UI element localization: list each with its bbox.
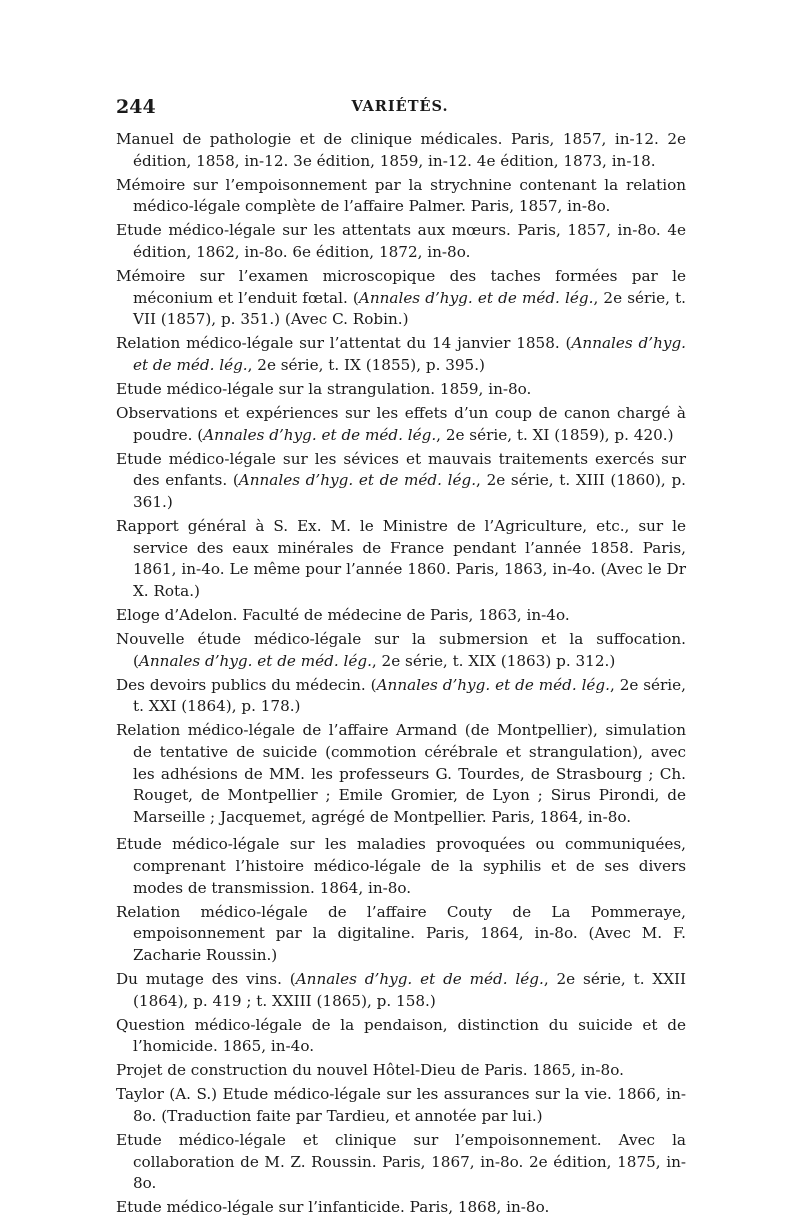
bibliography-entry bbox=[116, 1084, 686, 1127]
journal-title: Annales d’hyg. et de méd. lég. bbox=[358, 288, 594, 307]
journal-title: Annales d’hyg. et de méd. lég. bbox=[295, 969, 544, 988]
bibliography-entry bbox=[116, 379, 686, 401]
bibliography-entry bbox=[116, 129, 686, 172]
entry-text: Etude médico-légale et clinique sur l’empoisonnement. Avec la collaboration de M. Z. Roussin. Paris, 1867, in-8o. 2e édition, 1875, in-8o. bbox=[116, 1131, 686, 1193]
entry-text: , 2e série, t. VII (1857), p. 351.) (Avec C. Robin.) bbox=[133, 288, 687, 329]
journal-title: Annales d’hyg. et de méd. lég. bbox=[376, 675, 610, 694]
bibliography-entry bbox=[116, 403, 686, 446]
entry-text: , 2e série, t. XI (1859), p. 420.) bbox=[436, 425, 674, 444]
bibliography-entry bbox=[116, 220, 686, 263]
entry-text: Question médico-légale de la pendaison, distinction du suicide et de l’homicide. 1865, in-4o. bbox=[116, 1015, 686, 1056]
journal-title: Annales d’hyg. et de méd. lég. bbox=[133, 334, 686, 374]
entry-text: , 2e série, t. IX (1855), p. 395.) bbox=[247, 355, 485, 374]
entry-text: Etude médico-légale sur les sévices et mauvais traitements exercés sur des enfants. ( bbox=[116, 449, 686, 490]
page-number: 244 bbox=[116, 96, 156, 118]
running-head bbox=[116, 96, 684, 120]
bibliography-entry bbox=[116, 1197, 686, 1219]
bibliography-entry bbox=[116, 449, 686, 514]
bibliography-entry bbox=[116, 675, 686, 718]
bibliography-entry bbox=[116, 333, 686, 376]
bibliography-entry bbox=[116, 516, 686, 602]
entry-text: Eloge d’Adelon. Faculté de médecine de Paris, 1863, in-4o. bbox=[116, 605, 570, 624]
entry-text: Taylor (A. S.) Etude médico-légale sur les assurances sur la vie. 1866, in-8o. (Traduction faite par Tardieu, et annotée par lui.) bbox=[116, 1085, 686, 1126]
entry-text: Du mutage des vins. ( bbox=[116, 969, 296, 988]
entry-text: Relation médico-légale sur l’attentat du 14 janvier 1858. ( bbox=[116, 334, 572, 353]
entry-text: Mémoire sur l’empoisonnement par la strychnine contenant la relation médico-légale complète de l’affaire Palmer. Paris, 1857, in-8o. bbox=[116, 175, 686, 216]
bibliography-entry bbox=[116, 834, 686, 899]
entry-text: , 2e série, t. XIX (1863) p. 312.) bbox=[371, 651, 616, 670]
running-title: VARIÉTÉS. bbox=[351, 98, 449, 115]
bibliography-entry bbox=[116, 720, 686, 828]
entry-text: Mémoire sur l’examen microscopique des taches formées par le méconium et l’enduit fœtal. ( bbox=[116, 267, 686, 307]
entry-text: Relation médico-légale de l’affaire Armand (de Montpellier), simulation de tentative de suicide (commotion cérébrale et strangulation), avec les adhésions de MM. les professeurs G. Tourdes, de Strasbourg ; Ch. Rouget, de Montpellier ; Emile Gromier, de Lyon ; Sirus Pirondi, de Marseille ; Jacquemet, agrégé de Montpellier. Paris, 1864, in-8o. bbox=[116, 721, 686, 826]
bibliography-entry bbox=[116, 175, 686, 218]
entry-text: Etude médico-légale sur les maladies provoquées ou communiquées, comprenant l’histoire médico-légale de la syphilis et de ses divers modes de transmission. 1864, in-8o. bbox=[116, 835, 686, 897]
entry-text: Observations et expériences sur les effets d’un coup de canon chargé à poudre. ( bbox=[116, 404, 686, 444]
entry-text: , 2e série, t. XXII (1864), p. 419 ; t. XXIII (1865), p. 158.) bbox=[133, 969, 687, 1010]
journal-title: Annales d’hyg. et de méd. lég. bbox=[138, 651, 372, 670]
bibliography-list bbox=[116, 129, 686, 1222]
entry-text: Etude médico-légale sur les attentats aux mœurs. Paris, 1857, in-8o. 4e édition, 1862, in-8o. 6e édition, 1872, in-8o. bbox=[116, 221, 686, 261]
bibliography-entry bbox=[116, 266, 686, 331]
entry-text: , 2e série, t. XXI (1864), p. 178.) bbox=[133, 675, 686, 716]
entry-text: Etude médico-légale sur la strangulation. 1859, in-8o. bbox=[116, 380, 532, 399]
bibliography-entry bbox=[116, 1130, 686, 1195]
entry-text: Rapport général à S. Ex. M. le Ministre de l’Agriculture, etc., sur le service des eaux minérales de France pendant l’année 1858. Paris, 1861, in-4o. Le même pour l’année 1860. Paris, 1863, in-4o. (Avec le Dr X. Rota.) bbox=[116, 517, 686, 600]
entry-text: Relation médico-légale de l’affaire Couty de La Pommeraye, empoisonnement par la digitaline. Paris, 1864, in-8o. (Avec M. F. Zacharie Roussin.) bbox=[116, 902, 686, 964]
bibliography-entry bbox=[116, 902, 686, 967]
journal-title: Annales d’hyg. et de méd. lég. bbox=[238, 471, 477, 490]
entry-text: Des devoirs publics du médecin. ( bbox=[116, 675, 377, 694]
entry-text: , 2e série, t. XIII (1860), p. 361.) bbox=[133, 471, 686, 511]
bibliography-entry bbox=[116, 1060, 686, 1082]
entry-text: Etude médico-légale sur l’infanticide. Paris, 1868, in-8o. bbox=[116, 1198, 550, 1217]
bibliography-entry bbox=[116, 1015, 686, 1058]
entry-text: Manuel de pathologie et de clinique médicales. Paris, 1857, in-12. 2e édition, 1858, in-12. 3e édition, 1859, in-12. 4e édition, 1873, in-18. bbox=[116, 130, 686, 170]
bibliography-entry bbox=[116, 629, 686, 672]
bibliography-entry bbox=[116, 969, 686, 1012]
journal-title: Annales d’hyg. et de méd. lég. bbox=[203, 425, 437, 444]
entry-text: Nouvelle étude médico-légale sur la submersion et la suffocation. ( bbox=[116, 630, 686, 670]
bibliography-entry bbox=[116, 605, 686, 627]
entry-text: Projet de construction du nouvel Hôtel-Dieu de Paris. 1865, in-8o. bbox=[116, 1061, 624, 1080]
